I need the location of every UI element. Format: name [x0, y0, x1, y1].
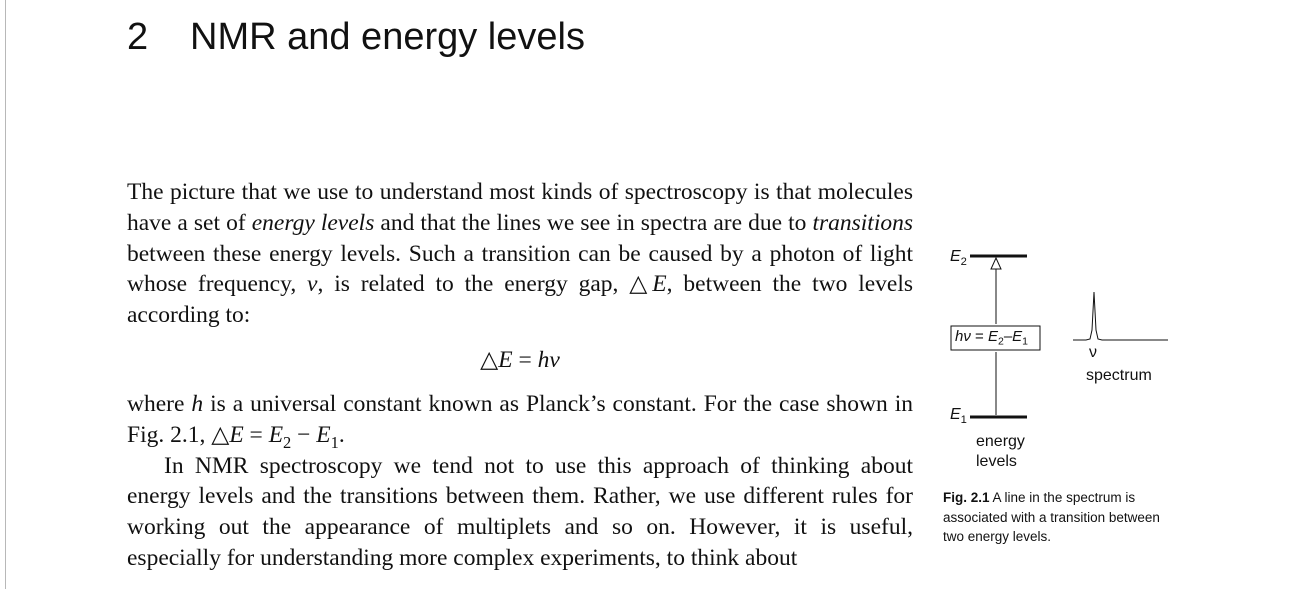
text-run: The picture that we use to understand most kinds of spectroscopy is that molecules have a set of [127, 179, 913, 236]
symbol-E: E [652, 271, 667, 298]
minus-sign: − [291, 421, 317, 448]
section-title: NMR and energy levels [190, 16, 585, 58]
spectrum-label: spectrum [1086, 367, 1152, 384]
caption-text: A line in the spectrum is associated with a transition between two energy levels. [943, 490, 1160, 544]
figure-caption [943, 488, 1183, 547]
symbol-delta: △ [629, 271, 653, 298]
symbol-E1: E [316, 421, 331, 448]
symbol-E: E [498, 346, 513, 373]
symbol-E: E [229, 421, 244, 448]
text-run: and that the lines we see in spectra are due to [374, 209, 813, 236]
equals-sign: = [243, 421, 269, 448]
text-run: . [338, 421, 345, 448]
label-E1: $E_1$ [950, 406, 967, 426]
transition-energy-label: $h\nu = E_2-E_1$ [955, 328, 1029, 348]
symbol-h: h [191, 390, 204, 417]
subscript-1: 1 [330, 432, 339, 452]
subscript-2: 2 [283, 432, 292, 452]
arrow-up-icon [991, 258, 1001, 269]
paragraph-3: In NMR spectroscopy we tend not to use this approach of thinking about energy levels and the transitions between them. Rather, we use different rules for working out the appearance of multiplets and so on. However, it is useful, especially for understanding more complex experiments, to think about [127, 452, 913, 571]
symbol-nu: ν [307, 271, 318, 298]
section-heading [127, 14, 585, 60]
symbol-h: h [537, 346, 550, 373]
frequency-label: ν [1089, 344, 1097, 361]
equals-sign: = [512, 346, 538, 373]
spectrum-line-icon [1073, 292, 1168, 340]
text-run: where [127, 390, 192, 417]
caption-label: Fig. 2.1 [943, 490, 990, 505]
text-run: between these energy levels. Such a transition can be caused by a photon of light whose frequency, [127, 240, 913, 298]
text-run: is a universal constant known as Planck’s constant. For the case shown in Fig. 2.1, [127, 390, 913, 448]
text-run: , between the two levels according to: [127, 271, 914, 329]
symbol-E2: E [268, 421, 284, 448]
paragraph-2 [127, 389, 913, 451]
emphasis-transitions: transitions [812, 209, 913, 236]
section-number: 2 [127, 16, 149, 58]
planck-equation [127, 333, 913, 387]
label-E2: $E_2$ [950, 248, 967, 268]
page-edge-rule [5, 0, 6, 589]
energy-levels-label: energy levels [976, 433, 1025, 470]
symbol-delta: △ [480, 346, 499, 373]
text-run: , is related to the energy gap, [317, 271, 630, 298]
paragraph-1 [127, 177, 913, 331]
symbol-delta: △ [211, 421, 230, 448]
body-text [127, 177, 913, 574]
emphasis-energy-levels: energy levels [251, 209, 375, 236]
symbol-nu: ν [549, 346, 560, 373]
